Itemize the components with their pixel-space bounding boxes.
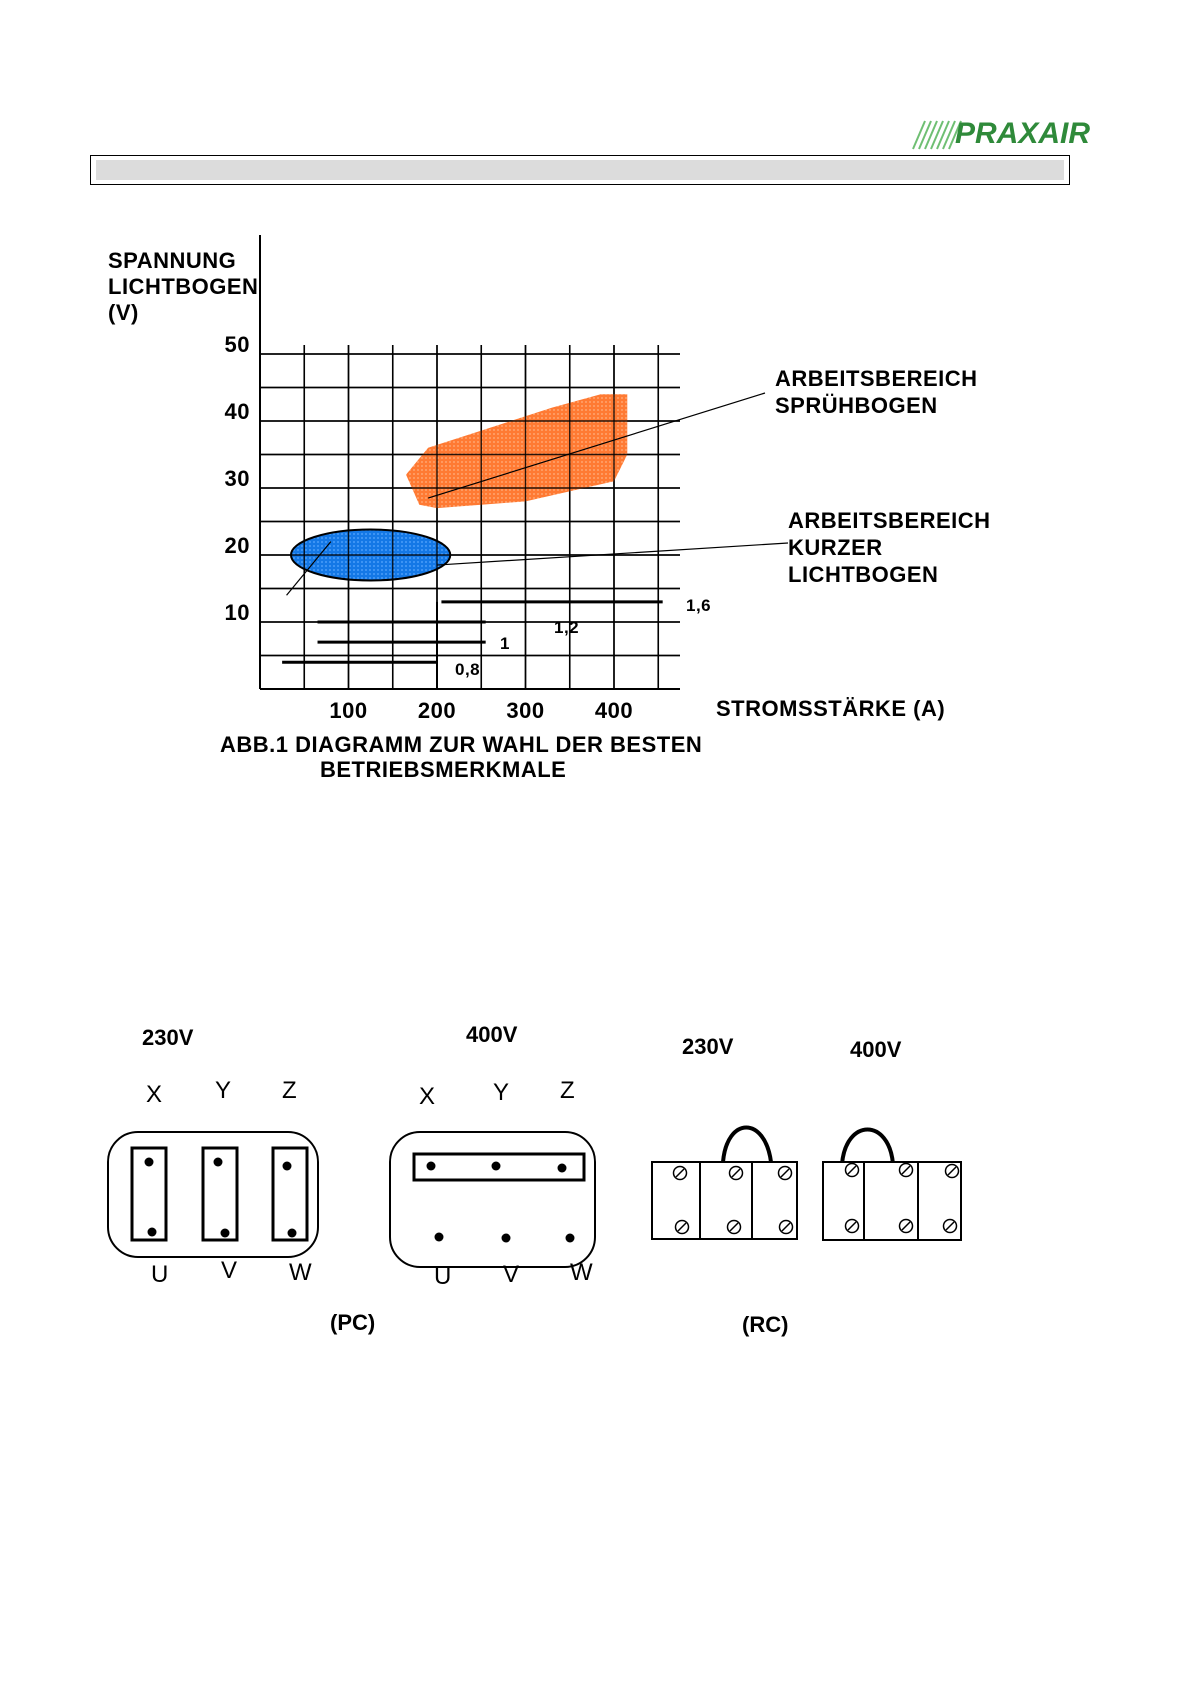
pc-400-label-x: X bbox=[419, 1083, 436, 1110]
pc-400-terminal-box bbox=[390, 1132, 595, 1267]
y-tick-10: 10 bbox=[224, 600, 250, 625]
pc-230-label-v: V bbox=[221, 1257, 238, 1284]
short-label-line-1: KURZER bbox=[788, 535, 883, 560]
pc-400-label-w: W bbox=[570, 1259, 593, 1286]
figure-title: ABB.1 DIAGRAMM ZUR WAHL DER BESTEN bbox=[220, 732, 703, 757]
connection-diagrams bbox=[0, 1020, 1192, 1350]
rc-caption: (RC) bbox=[742, 1312, 789, 1337]
pc-caption: (PC) bbox=[330, 1310, 376, 1335]
x-tick-400: 400 bbox=[594, 698, 634, 723]
pc-230-voltage: 230V bbox=[142, 1025, 194, 1050]
short-label-line-2: LICHTBOGEN bbox=[788, 562, 939, 587]
pc-400-label-v: V bbox=[503, 1261, 520, 1288]
x-tick-200: 200 bbox=[417, 698, 457, 723]
y-label-line-2: (V) bbox=[108, 300, 139, 325]
wire-lines bbox=[282, 596, 711, 689]
rc-230-terminal-block bbox=[652, 1128, 797, 1240]
rc-230-voltage: 230V bbox=[682, 1034, 734, 1059]
pc-230-label-z: Z bbox=[282, 1077, 297, 1104]
short-label-line-0: ARBEITSBEREICH bbox=[788, 508, 991, 533]
chart-regions bbox=[260, 345, 788, 689]
rc-400-terminal-block bbox=[823, 1130, 961, 1241]
pc-230-label-x: X bbox=[146, 1081, 163, 1108]
x-tick-100: 100 bbox=[329, 698, 368, 723]
spray-label-line-1: SPRÜHBOGEN bbox=[775, 393, 938, 418]
pc-230-terminal-box bbox=[108, 1132, 318, 1257]
y-tick-50: 50 bbox=[224, 332, 250, 357]
y-tick-30: 30 bbox=[224, 466, 250, 491]
y-tick-40: 40 bbox=[224, 399, 250, 424]
y-tick-20: 20 bbox=[224, 533, 250, 558]
y-label-line-1: LICHTBOGEN bbox=[108, 274, 259, 299]
figure-title-line2: BETRIEBSMERKMALE bbox=[320, 757, 567, 782]
logo-text: PRAXAIR bbox=[955, 117, 1091, 150]
y-label-line-0: SPANNUNG bbox=[108, 248, 237, 273]
x-tick-300: 300 bbox=[506, 698, 545, 723]
voltage-current-chart bbox=[0, 0, 1192, 820]
wire-label-3: 0,8 bbox=[455, 660, 481, 679]
short-leader-line bbox=[437, 543, 788, 565]
pc-230-label-w: W bbox=[289, 1259, 312, 1286]
pc-400-label-z: Z bbox=[560, 1077, 575, 1104]
spray-label-line-0: ARBEITSBEREICH bbox=[775, 366, 978, 391]
pc-400-voltage: 400V bbox=[466, 1022, 518, 1047]
axis-ticks bbox=[225, 332, 634, 723]
spray-arc-region bbox=[406, 394, 627, 508]
wire-label-1: 1,2 bbox=[554, 618, 580, 637]
wire-label-2: 1 bbox=[500, 634, 510, 653]
x-label: STROMSSTÄRKE (A) bbox=[716, 696, 946, 721]
pc-400-label-u: U bbox=[434, 1263, 452, 1290]
rc-400-voltage: 400V bbox=[850, 1037, 902, 1062]
pc-230-label-y: Y bbox=[215, 1077, 232, 1104]
pc-230-label-u: U bbox=[151, 1261, 169, 1288]
wire-label-0: 1,6 bbox=[686, 596, 712, 615]
chart-labels bbox=[108, 248, 991, 782]
pc-400-label-y: Y bbox=[493, 1079, 510, 1106]
